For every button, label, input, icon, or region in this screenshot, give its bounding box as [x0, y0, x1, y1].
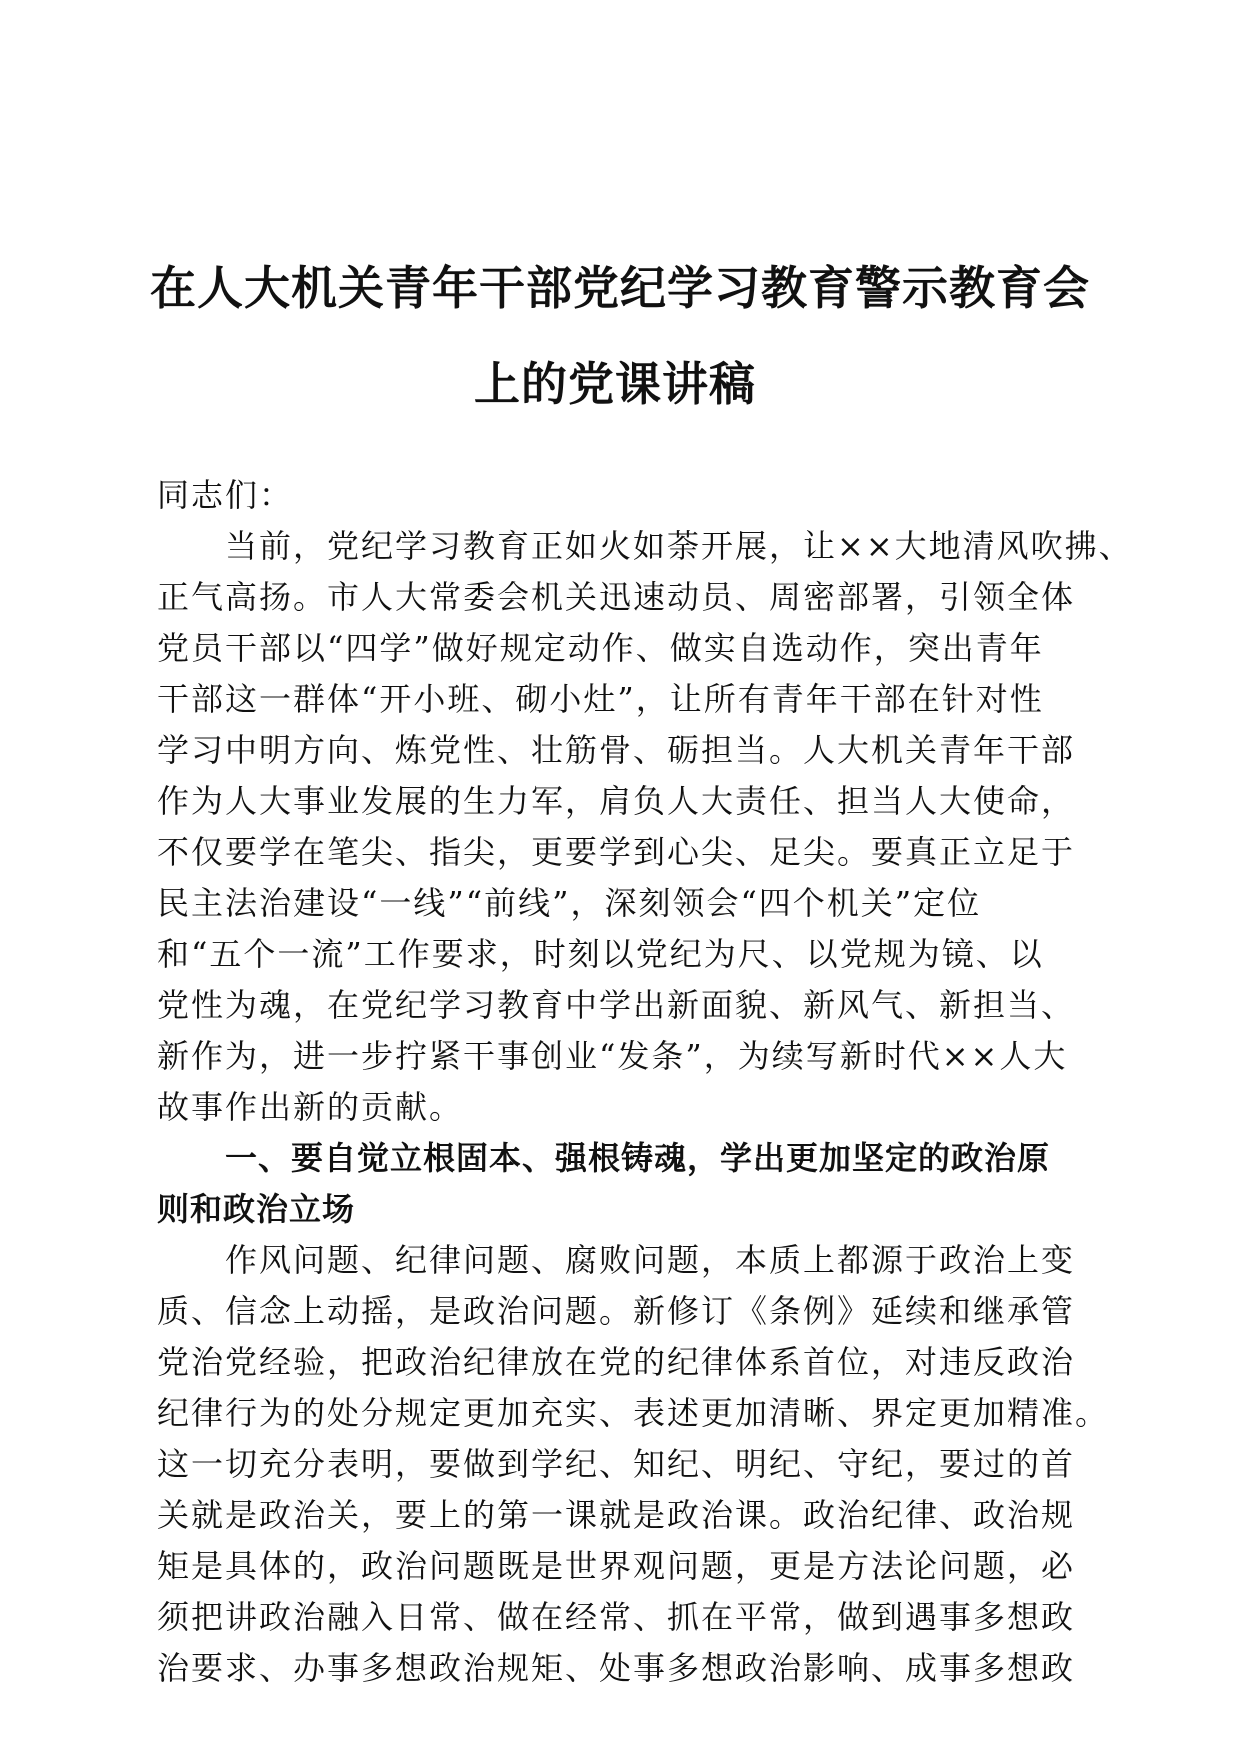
paragraph-line: 质、信念上动摇，是政治问题。新修订《条例》延续和继承管 [157, 1292, 1076, 1330]
paragraph-line: 学习中明方向、炼党性、壮筋骨、砺担当。人大机关青年干部 [157, 731, 1076, 769]
paragraph-line: 新作为，进一步拧紧干事创业“发条”，为续写新时代××人大 [157, 1037, 1068, 1075]
paragraph-line: 治要求、办事多想政治规矩、处事多想政治影响、成事多想政 [157, 1649, 1076, 1687]
paragraph-line: 须把讲政治融入日常、做在经常、抓在平常，做到遇事多想政 [157, 1598, 1076, 1636]
paragraph-line: 纪律行为的处分规定更加充实、表述更加清晰、界定更加精准。 [157, 1394, 1110, 1432]
document-title-line-2: 上的党课讲稿 [474, 357, 756, 411]
paragraph-line: 民主法治建设“一线”“前线”，深刻领会“四个机关”定位 [157, 884, 982, 922]
paragraph-line: 故事作出新的贡献。 [157, 1088, 464, 1126]
document-body [157, 470, 1133, 1694]
paragraph-line: 当前，党纪学习教育正如火如荼开展，让××大地清风吹拂、 [225, 527, 1133, 565]
paragraph-1 [157, 521, 1133, 1133]
paragraph-line: 党治党经验，把政治纪律放在党的纪律体系首位，对违反政治 [157, 1343, 1076, 1381]
paragraph-line: 党员干部以“四学”做好规定动作、做实自选动作，突出青年 [157, 629, 1044, 667]
paragraph-line: 正气高扬。市人大常委会机关迅速动员、周密部署，引领全体 [157, 578, 1076, 616]
paragraph-line: 关就是政治关，要上的第一课就是政治课。政治纪律、政治规 [157, 1496, 1076, 1534]
paragraph-line: 作为人大事业发展的生力军，肩负人大责任、担当人大使命， [157, 782, 1076, 820]
section-heading-1 [157, 1133, 1087, 1235]
paragraph-line: 干部这一群体“开小班、砌小灶”，让所有青年干部在针对性 [157, 680, 1044, 718]
paragraph-line: 党性为魂，在党纪学习教育中学出新面貌、新风气、新担当、 [157, 986, 1076, 1024]
paragraph-line: 作风问题、纪律问题、腐败问题，本质上都源于政治上变 [225, 1241, 1076, 1279]
heading-line: 则和政治立场 [157, 1190, 356, 1228]
paragraph-line: 矩是具体的，政治问题既是世界观问题，更是方法论问题，必 [157, 1547, 1076, 1585]
paragraph-2 [157, 1235, 1110, 1694]
greeting: 同志们： [157, 476, 294, 514]
paragraph-line: 这一切充分表明，要做到学纪、知纪、明纪、守纪，要过的首 [157, 1445, 1076, 1483]
document-title-line-1: 在人大机关青年干部党纪学习教育警示教育会 [150, 261, 1090, 315]
heading-line: 一、要自觉立根固本、强根铸魂，学出更加坚定的政治原 [225, 1139, 1051, 1177]
paragraph-line: 不仅要学在笔尖、指尖，更要学到心尖、足尖。要真正立足于 [157, 833, 1076, 871]
paragraph-line: 和“五个一流”工作要求，时刻以党纪为尺、以党规为镜、以 [157, 935, 1044, 973]
